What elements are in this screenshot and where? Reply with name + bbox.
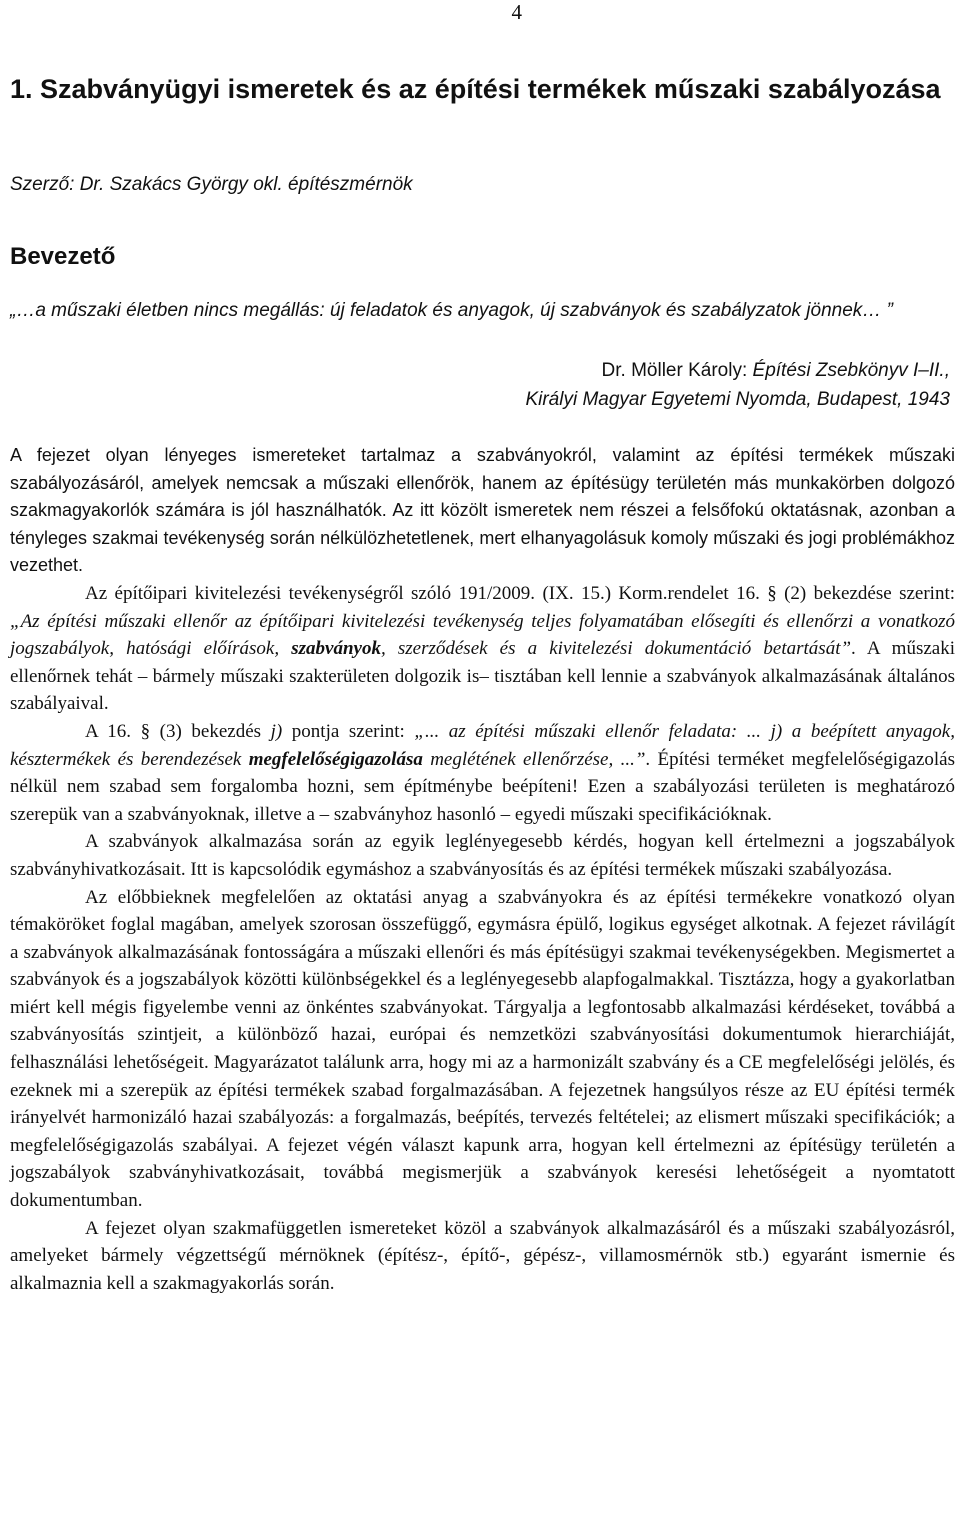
section-heading: Bevezető xyxy=(10,243,116,270)
legal-quote-2-end: meglétének ellenőrzése, ...” xyxy=(422,748,646,770)
chapter-title: 1. Szabványügyi ismeretek és az építési termékek műszaki szabályozása xyxy=(10,74,941,104)
paragraph-closing: A fejezet olyan szakmafüggetlen ismereteket közöl a szabványok alkalmazásáról és a műszaki szabályozásról, amelyeket bármely végzettségű mérnöknek (építész-, építő-, gépész-, villamosmérnök stb.) egyaránt ismernie és alkalmaznia kell a szakmagyakorlás során. xyxy=(10,1217,955,1294)
legal-quote-end: , szerződések és a kivitelezési dokumentáció betartását” xyxy=(380,638,852,660)
paragraph-interpretation: A szabványok alkalmazása során az egyik leglényegesebb kérdés, hogyan kell értelmezni a jogszabályok szabványhivatkozásait. Itt is kapcsolódik egymáshoz a szabványosítás és az építési termékek műszaki szabályozása. xyxy=(10,831,955,880)
legal-ref-2-conclusion: . Építési terméket megfelelőségigazolás nélkül nem szabad sem forgalomba hozni, sem építménybe beépíteni! Ezen a szabályozási területen is meghatározó szerepük van a szabványoknak, illetve a – szabványhoz hasonló – egyedi műszaki specifikációknak. xyxy=(10,748,956,825)
author-line: Szerző: Dr. Szakács György okl. építészmérnök xyxy=(10,174,413,195)
paragraph-overview: Az előbbieknek megfelelően az oktatási anyag a szabványokra és az építési termékekre vonatkozó olyan témaköröket foglal magában, amelyek szorosan összefüggő, egymásra épülő, logikus egységet alkotnak. A fejezet rávilágít a szabványok alkalmazásának fontosságára a műszaki ellenőri és más építésügyi szakmai tevékenységekben. Megismertet a szabványok és a jogszabályok közötti különbségekkel és a leglényegesebb alapfogalmakkal. Tisztázza, hogy a gyakorlatban miért kell mégis figyelembe venni az önkéntes szabványokat. Tárgyalja a legfontosabb alkalmazási kérdéseket, továbbá a szabványosítás szintjeit, a különböző hazai, európai és nemzetközi szabványosítási dokumentumok hierarchiáját, felhasználási lehetőségeit. Magyarázatot találunk arra, hogy mi az a harmonizált szabvány és a CE megfelelőségi jelölés, és ezeknek mi a szerepük az építési termékek szabad forgalmazásában. A fejezetnek hangsúlyos része az EU építési termék irányelvét harmonizáló hazai szabályozás: a forgalmazás, beépítés, tervezés feltételei; az elismert műszaki specifikációk; a megfelelőségigazolás szabályai. A fejezet végén választ kapunk arra, hogyan kell értelmezni az építésügy területén a jogszabályok szabványhivatkozásait, továbbá megismerjük a szabványok keresési lehetőségeit a nyomtatott dokumentumban. xyxy=(10,886,955,1212)
motto-source-line xyxy=(525,356,950,385)
motto-source-author: Dr. Möller Károly: xyxy=(601,360,753,381)
motto-source-publisher: Királyi Magyar Egyetemi Nyomda, Budapest, 1943 xyxy=(525,389,950,410)
page-number: 4 xyxy=(511,0,522,24)
legal-quote-2: „... az építési műszaki ellenőr feladata: ... j) a beépített anyagok, késztermékek és berendezések xyxy=(10,720,955,770)
paragraph-legal-ref xyxy=(10,580,955,718)
legal-ref-2-text-b: pontja szerint: xyxy=(282,720,415,742)
legal-ref-text: Az építőipari kivitelezési tevékenységről szóló 191/2009. (IX. 15.) Korm.rendelet 16. § (2) bekezdése szerint: xyxy=(85,582,955,604)
legal-ref-2-text: A 16. § (3) bekezdés xyxy=(85,720,271,742)
legal-quote-2-emphasis: megfelelőségigazolása xyxy=(248,748,423,770)
motto-quote: „…a műszaki életben nincs megállás: új feladatok és anyagok, új szabványok és szabályzatok jönnek… ” xyxy=(10,300,893,321)
legal-ref-2-point: j) xyxy=(270,720,283,742)
legal-ref-conclusion: . A műszaki ellenőrnek tehát – bármely műszaki szakterületen dolgozik is– tisztában kell lennie a szabványok alkalmazásának általános szabályaival. xyxy=(10,638,955,715)
paragraph-intro: A fejezet olyan lényeges ismereteket tartalmaz a szabványokról, valamint az építési termékek műszaki szabályozásáról, amelyek nemcsak a műszaki ellenőrök, hanem az építésügy területén más munkakörben dolgozó szakmagyakorlók számára is jól használhatók. Az itt közölt ismeretek nem részei a felsőfokú oktatásnak, azonban a tényleges szakmai tevékenység során nélkülözhetetlenek, mert elhanyagolásuk komoly műszaki és jogi problémákhoz vezethet. xyxy=(10,445,955,576)
legal-quote: „Az építési műszaki ellenőr az építőipari kivitelezési tevékenység teljes folyamatában elősegíti és ellenőrzi a vonatkozó jogszabályok, hatósági előírások, xyxy=(10,610,955,660)
motto-source-title: Építési Zsebkönyv I–II., xyxy=(752,360,950,381)
motto-source xyxy=(525,356,950,414)
body-text xyxy=(10,442,955,1297)
paragraph-legal-ref-2 xyxy=(10,718,955,828)
legal-quote-emphasis: szabványok xyxy=(291,638,381,660)
